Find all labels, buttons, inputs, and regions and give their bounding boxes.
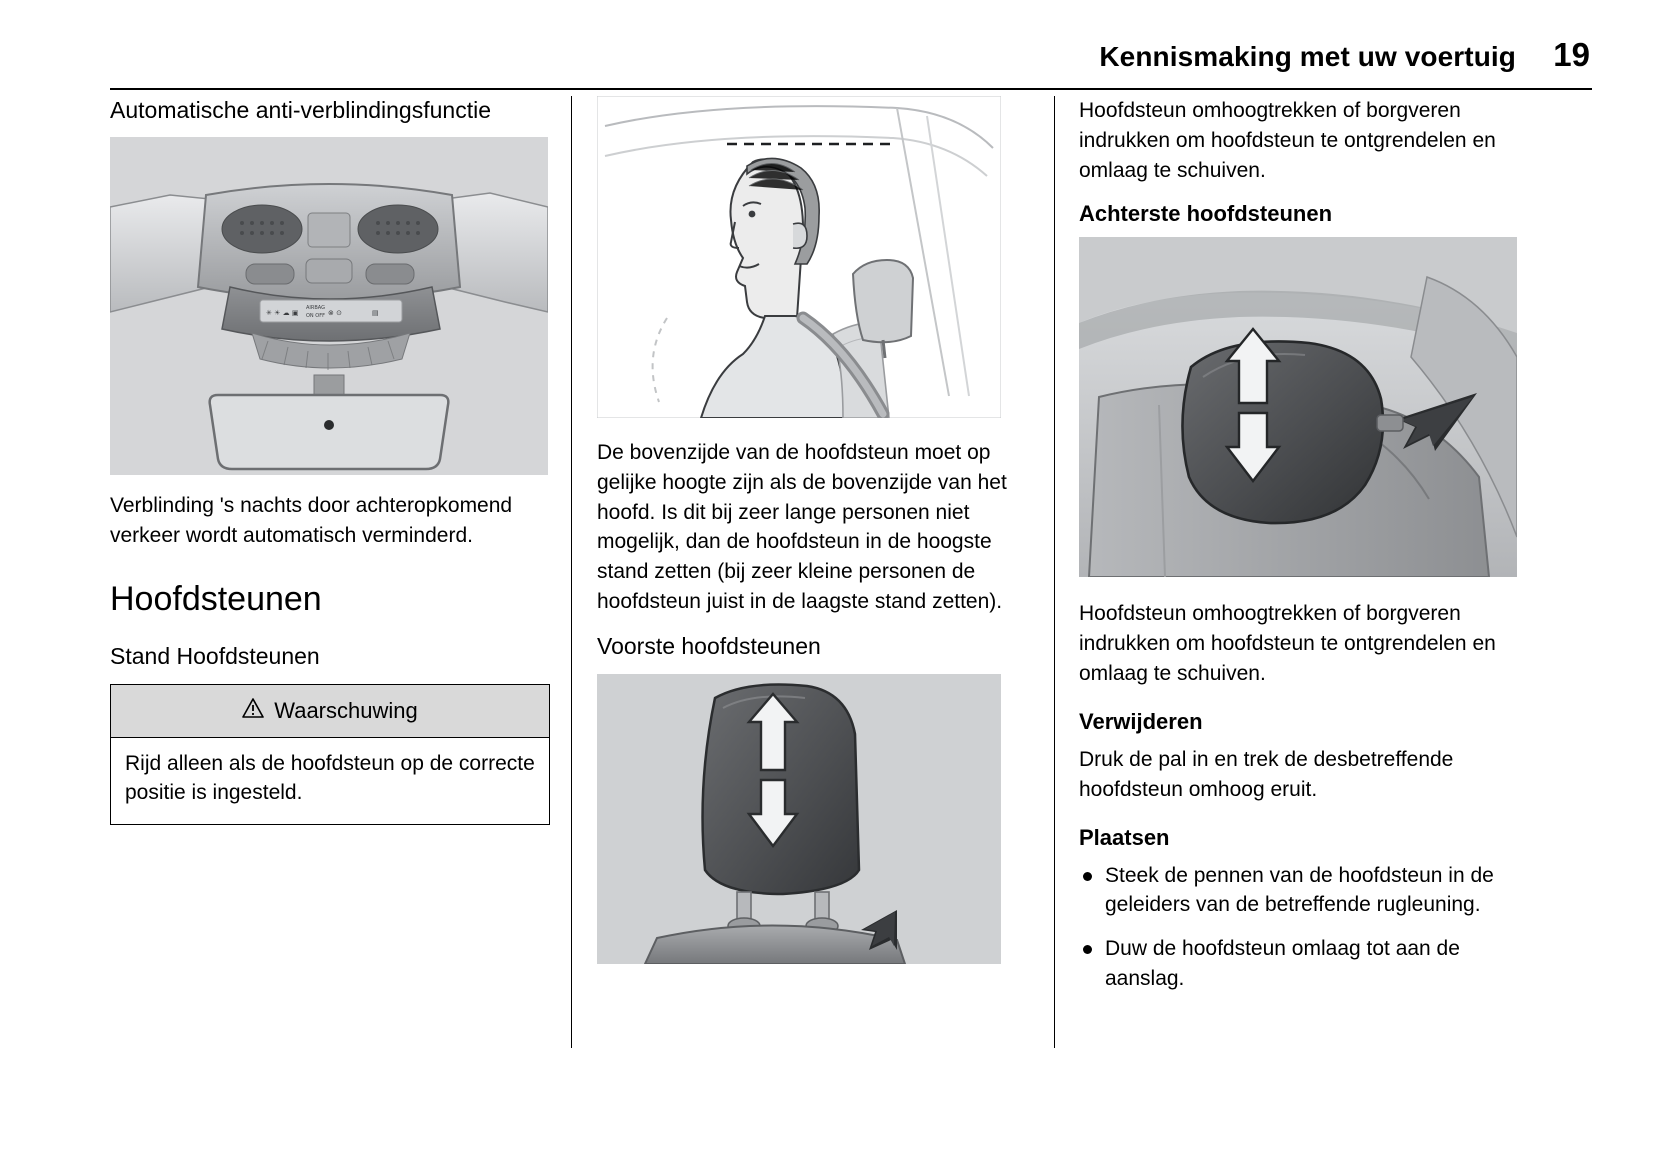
svg-text:✳ ☀ ☁ ▣: ✳ ☀ ☁ ▣ <box>266 308 299 317</box>
occupant-sideview-illustration <box>597 96 1001 418</box>
figure-head-restraint-height <box>597 96 1001 418</box>
figure-front-head-restraint <box>597 674 1001 964</box>
column-2 <box>597 96 1037 964</box>
svg-text:▤: ▤ <box>372 308 379 317</box>
rearview-mirror-illustration <box>110 137 548 475</box>
column-divider-1 <box>571 96 572 1048</box>
page-title: Kennismaking met uw voertuig <box>1099 41 1516 72</box>
list-plaatsen <box>1079 861 1525 994</box>
chapter-title-hoofdsteunen: Hoofdsteunen <box>110 580 322 619</box>
page-header <box>110 36 1590 74</box>
figure-caption-antiglare: Verblinding 's nachts door achteropkomend verkeer wordt automatisch verminderd. <box>110 493 513 547</box>
svg-text:⊗ ⊙: ⊗ ⊙ <box>328 308 342 317</box>
warning-text: Rijd alleen als de hoofdsteun op de correcte positie is ingesteld. <box>125 752 535 805</box>
list-item: Duw de hoofdsteun omlaag tot aan de aanslag. <box>1079 934 1525 994</box>
section-title-verwijderen: Verwijderen <box>1079 708 1203 734</box>
figure-rear-head-restraint <box>1079 237 1517 577</box>
rear-head-restraint-illustration <box>1079 237 1517 577</box>
header-divider <box>110 88 1592 90</box>
paragraph-head-restraint-height: De bovenzijde van de hoofdsteun moet op gelijke hoogte zijn als de bovenzijde van het hoofd. Is dit bij zeer lange personen niet mogelijk, dan de hoofdsteun in de hoogste stand zetten (bij zeer kleine personen de hoofdsteun juist in de laagste stand zetten). <box>597 441 1007 614</box>
column-3 <box>1079 96 1525 1008</box>
section-title-voorste-hoofdsteunen: Voorste hoofdsteunen <box>597 632 821 659</box>
column-divider-2 <box>1054 96 1055 1048</box>
svg-text:ON OFF: ON OFF <box>306 312 325 319</box>
warning-label: Waarschuwing <box>274 698 418 724</box>
paragraph-after-figure: Hoofdsteun omhoogtrekken of borgveren indrukken om hoofdsteun te ontgrendelen en omlaag te schuiven. <box>1079 602 1496 686</box>
section-title-plaatsen: Plaatsen <box>1079 824 1170 850</box>
heading-auto-antiglare: Automatische anti-verblindingsfunctie <box>110 97 491 123</box>
front-head-restraint-illustration <box>597 674 1001 964</box>
list-item: Steek de pennen van de hoofdsteun in de geleiders van de betreffende rugleuning. <box>1079 861 1525 921</box>
warning-triangle-icon <box>242 698 264 724</box>
svg-text:AIRBAG: AIRBAG <box>306 304 326 311</box>
warning-box-header <box>111 685 549 738</box>
section-title-achterste-hoofdsteunen: Achterste hoofdsteunen <box>1079 201 1333 227</box>
paragraph-verwijderen: Druk de pal in en trek de desbetreffende hoofdsteun omhoog eruit. <box>1079 747 1454 801</box>
page-number: 19 <box>1553 36 1590 73</box>
figure-rearview-mirror <box>110 137 548 475</box>
section-title-stand-hoofdsteunen: Stand Hoofdsteunen <box>110 643 320 670</box>
warning-box <box>110 684 550 825</box>
column-1 <box>110 96 566 825</box>
paragraph-intro-release: Hoofdsteun omhoogtrekken of borgveren indrukken om hoofdsteun te ontgrendelen en omlaag te schuiven. <box>1079 99 1496 182</box>
